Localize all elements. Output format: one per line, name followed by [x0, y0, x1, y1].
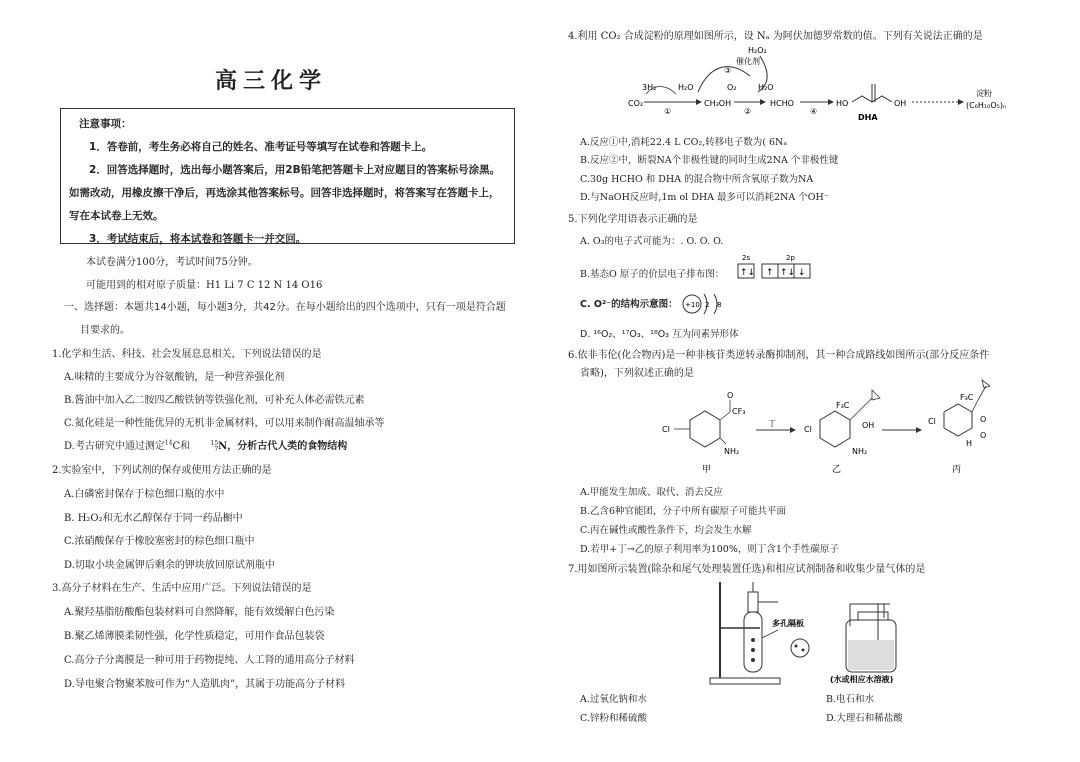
svg-text:Cl: Cl — [928, 417, 936, 426]
q3-stem: 3.高分子材料在生产、生活中应用广泛。下列说法错误的是 — [52, 583, 312, 594]
q3-option-a: A.聚羟基脂肪酸酯包装材料可自然降解，能有效缓解白色污染 — [64, 607, 335, 618]
notice-item: 2．回答选择题时，选出每小题答案后，用2B铅笔把答题卡上对应题目的答案标号涂黑。如需改动，用橡皮擦干净后，再选涂其他答案标号。回答非选择题时，将答案写在答题卡上，写在本试卷上无效。 — [69, 164, 501, 222]
q3-option-c: C.高分子分离膜是一种可用于药物提纯、人工肾的通用高分子材料 — [64, 655, 355, 666]
q6-stem: 6.依非韦伦(化合物丙)是一种非核苷类逆转录酶抑制剂，其一种合成路线如图所示(部分反应条件 — [568, 350, 990, 361]
diagram-starch-formula: (C₆H₁₀O₅)ₙ — [966, 101, 1007, 110]
diagram-3h2: 3H₂ — [642, 83, 657, 92]
q5-option-c: C. O²⁻的结构示意图： — [580, 299, 678, 310]
ion-structure-diagram — [680, 289, 730, 319]
diagram-step1: ① — [664, 107, 672, 116]
q7-option-c: C.锌粉和稀硫酸 — [580, 713, 647, 724]
q2-option-a: A.白磷密封保存于棕色细口瓶的水中 — [64, 489, 225, 500]
diagram-step2: ② — [744, 107, 752, 116]
diagram-co2: CO₂ — [628, 99, 644, 108]
q3-option-b: B.聚乙烯薄膜柔韧性强，化学性质稳定，可用作食品包装袋 — [64, 631, 325, 642]
svg-text:OH: OH — [862, 421, 875, 430]
svg-text:Cl: Cl — [804, 425, 812, 434]
page-title: 高三化学 — [215, 69, 328, 94]
q4-stem: 4.利用 CO₂ 合成淀粉的原理如图所示，设 Nₐ 为阿伏加德罗常数的值。下列有关说法正确的是 — [568, 31, 983, 42]
diagram-dha-oh: OH — [894, 99, 907, 108]
q1-stem: 1.化学和生活、科技、社会发展息息相关，下列说法错误的是 — [52, 349, 322, 360]
q1-option-b: B.酱油中加入乙二胺四乙酸铁钠等铁强化剂，可补充人体必需铁元素 — [64, 395, 365, 406]
svg-text:CF₃: CF₃ — [732, 407, 746, 416]
svg-text:NH₂: NH₂ — [724, 447, 740, 456]
label-porous-plate: 多孔隔板 — [772, 619, 804, 628]
q4-option-d: D.与NaOH反应时,1m ol DHA 最多可以消耗2NA 个OH⁻ — [580, 192, 829, 203]
q5-option-d: D. ¹⁶O₂、¹⁷O₃、¹⁸O₃ 互为同素异形体 — [580, 329, 739, 340]
q6-stem-cont: 省略)，下列叙述正确的是 — [580, 368, 694, 379]
diagram-step3: ③ — [724, 66, 732, 75]
q7-option-a: A.过氧化钠和水 — [580, 694, 647, 705]
diagram-starch: 淀粉 — [976, 89, 992, 98]
q1-option-d: D.考古研究中通过测定$^{14}$C和 15 7N，分析古代人类的食物结构 — [64, 439, 348, 453]
svg-text:↑↓: ↑↓ — [780, 268, 796, 278]
svg-text:O: O — [980, 415, 987, 424]
diagram-o2: O₂ — [727, 83, 737, 92]
diagram-catalyst: 催化剂 — [736, 57, 760, 66]
svg-text:F₃C: F₃C — [836, 401, 850, 410]
svg-text:Cl: Cl — [662, 425, 670, 434]
q1-option-a: A.味精的主要成分为谷氨酸钠，是一种营养强化剂 — [64, 372, 285, 383]
notice-box — [60, 108, 515, 244]
q6-option-b: B.乙含6种官能团，分子中所有碳原子可能共平面 — [580, 506, 787, 517]
diagram-dha-ho: HO — [836, 99, 849, 108]
reagent-ding: 丁 — [768, 419, 776, 428]
svg-text:NH₂: NH₂ — [852, 447, 868, 456]
notice-item: 1．答卷前，考生务必将自己的姓名、准考证号等填写在试卷和答题卡上。 — [89, 141, 433, 153]
q5-option-a: A. O₃的电子式可能为：. O. O. O. — [580, 236, 724, 247]
label-yi: 乙 — [832, 465, 842, 475]
label-jia: 甲 — [702, 465, 712, 475]
exam-info-time: 本试卷满分100分，考试时间75分钟。 — [86, 257, 258, 268]
q2-option-c: C.浓硝酸保存于橡胶塞密封的棕色细口瓶中 — [64, 536, 255, 547]
q2-option-d: D.切取小块金属钾后剩余的钾块放回原试剂瓶中 — [64, 560, 275, 571]
section-heading-cont: 目要求的。 — [80, 325, 130, 336]
svg-text:+10: +10 — [685, 301, 700, 309]
svg-text:↓: ↓ — [798, 268, 806, 278]
q2-stem: 2.实验室中，下列试剂的保存或使用方法正确的是 — [52, 465, 272, 476]
q7-option-d: D.大理石和稀盐酸 — [826, 713, 903, 724]
q1-option-c: C.氮化硅是一种性能优异的无机非金属材料，可以用来制作耐高温轴承等 — [64, 418, 385, 429]
svg-text:2s: 2s — [742, 254, 751, 262]
q6-option-a: A.甲能发生加成、取代、消去反应 — [580, 487, 723, 498]
q4-option-b: B.反应②中，断裂NA个非极性键的同时生成2NA 个非极性键 — [580, 155, 839, 166]
notice-heading: 注意事项： — [79, 118, 132, 130]
svg-text:8: 8 — [717, 301, 722, 309]
svg-text:↑↓: ↑↓ — [740, 268, 756, 278]
svg-text:O: O — [980, 431, 987, 440]
svg-text:2p: 2p — [786, 254, 795, 262]
q4-option-a: A.反应①中,消耗22.4 L CO₂,转移电子数为( 6Nₐ — [580, 137, 788, 148]
notice-item: 3．考试结束后，将本试卷和答题卡一并交回。 — [89, 233, 307, 245]
label-liquid: (水或相应水溶液) — [830, 675, 894, 684]
svg-text:O: O — [727, 391, 734, 400]
diagram-dha-label: DHA — [858, 113, 878, 122]
svg-text:↑: ↑ — [766, 268, 774, 278]
exam-info-masses: 可能用到的相对原子质量：H1 Li 7 C 12 N 14 O16 — [86, 280, 323, 291]
q2-option-b: B. H₂O₂和无水乙醇保存于同一药品橱中 — [64, 513, 243, 524]
orbital-diagram — [734, 252, 824, 282]
q6-option-c: C.丙在碱性或酸性条件下，均会发生水解 — [580, 525, 752, 536]
diagram-step4: ④ — [810, 107, 818, 116]
svg-text:2: 2 — [705, 301, 710, 309]
q5-stem: 5.下列化学用语表示正确的是 — [568, 214, 698, 225]
q7-stem: 7.用如图所示装置(除杂和尾气处理装置任选)和相应试剂制备和收集少量气体的是 — [568, 564, 926, 575]
svg-text:F₃C: F₃C — [960, 393, 974, 402]
diagram-h2o-a: H₂O — [678, 83, 694, 92]
q6-option-d: D.若甲+丁→乙的原子利用率为100%，则丁含1个手性碳原子 — [580, 544, 839, 555]
q4-reaction-diagram — [620, 44, 1080, 124]
q3-option-d: D.导电聚合物聚苯胺可作为“人造肌肉”，其属于功能高分子材料 — [64, 679, 346, 690]
q7-option-b: B.电石和水 — [826, 694, 875, 705]
svg-text:H: H — [966, 439, 973, 448]
label-bing: 丙 — [952, 465, 962, 475]
q5-option-b: B.基态O 原子的价层电子排布图： — [580, 269, 725, 280]
diagram-hcho: HCHO — [770, 99, 794, 108]
diagram-h2o-b: H₂O — [758, 83, 774, 92]
diagram-h2o2: H₂O₂ — [748, 46, 767, 55]
q4-option-c: C.30g HCHO 和 DHA 的混合物中所含氧原子数为NA — [580, 174, 814, 185]
section-heading: 一、选择题：本题共14小题，每小题3分，共42分。在每小题给出的四个选项中，只有一项是符合题 — [64, 302, 506, 313]
q6-synthesis-diagram — [660, 380, 990, 480]
q7-apparatus-diagram — [700, 578, 980, 688]
diagram-ch3oh: CH₃OH — [704, 99, 732, 108]
